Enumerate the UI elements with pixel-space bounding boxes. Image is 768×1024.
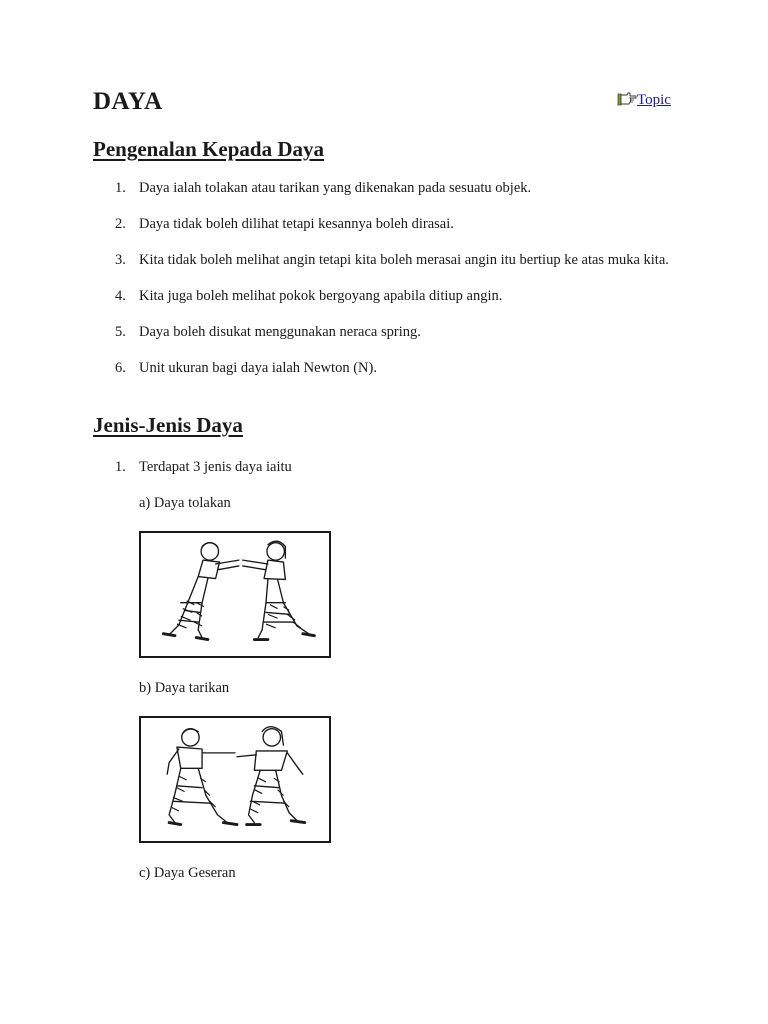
list-item: 3. Kita tidak boleh melihat angin tetapi kita boleh merasai angin itu bertiup ke atas muka kita. — [115, 252, 669, 268]
list-item: 4. Kita juga boleh melihat pokok bergoyang apabila ditiup angin. — [115, 288, 503, 304]
type-label-tolakan: a) Daya tolakan — [139, 495, 231, 511]
type-label-geseran: c) Daya Geseran — [139, 865, 236, 881]
list-item: 5. Daya boleh disukat menggunakan neraca spring. — [115, 324, 421, 340]
type-label-tarikan: b) Daya tarikan — [139, 680, 230, 696]
topic-link[interactable] — [617, 91, 671, 109]
intro-list — [93, 179, 683, 377]
list-item: 6. Unit ukuran bagi daya ialah Newton (N). — [115, 360, 377, 376]
list-item: 1. Terdapat 3 jenis daya iaitu — [115, 459, 292, 475]
children-pulling-illustration — [139, 716, 331, 843]
section-heading-jenis: Jenis-Jenis Daya — [93, 413, 243, 437]
pointing-hand-icon — [617, 91, 637, 109]
children-pushing-illustration — [139, 531, 331, 658]
page-title: DAYA — [93, 88, 163, 115]
list-item: 2. Daya tidak boleh dilihat tetapi kesannya boleh dirasai. — [115, 216, 454, 232]
section-heading-pengenalan: Pengenalan Kepada Daya — [93, 137, 325, 161]
types-list — [93, 458, 683, 476]
topic-link-label[interactable]: Topic — [637, 92, 671, 108]
list-item: 1. Daya ialah tolakan atau tarikan yang dikenakan pada sesuatu objek. — [115, 180, 532, 196]
